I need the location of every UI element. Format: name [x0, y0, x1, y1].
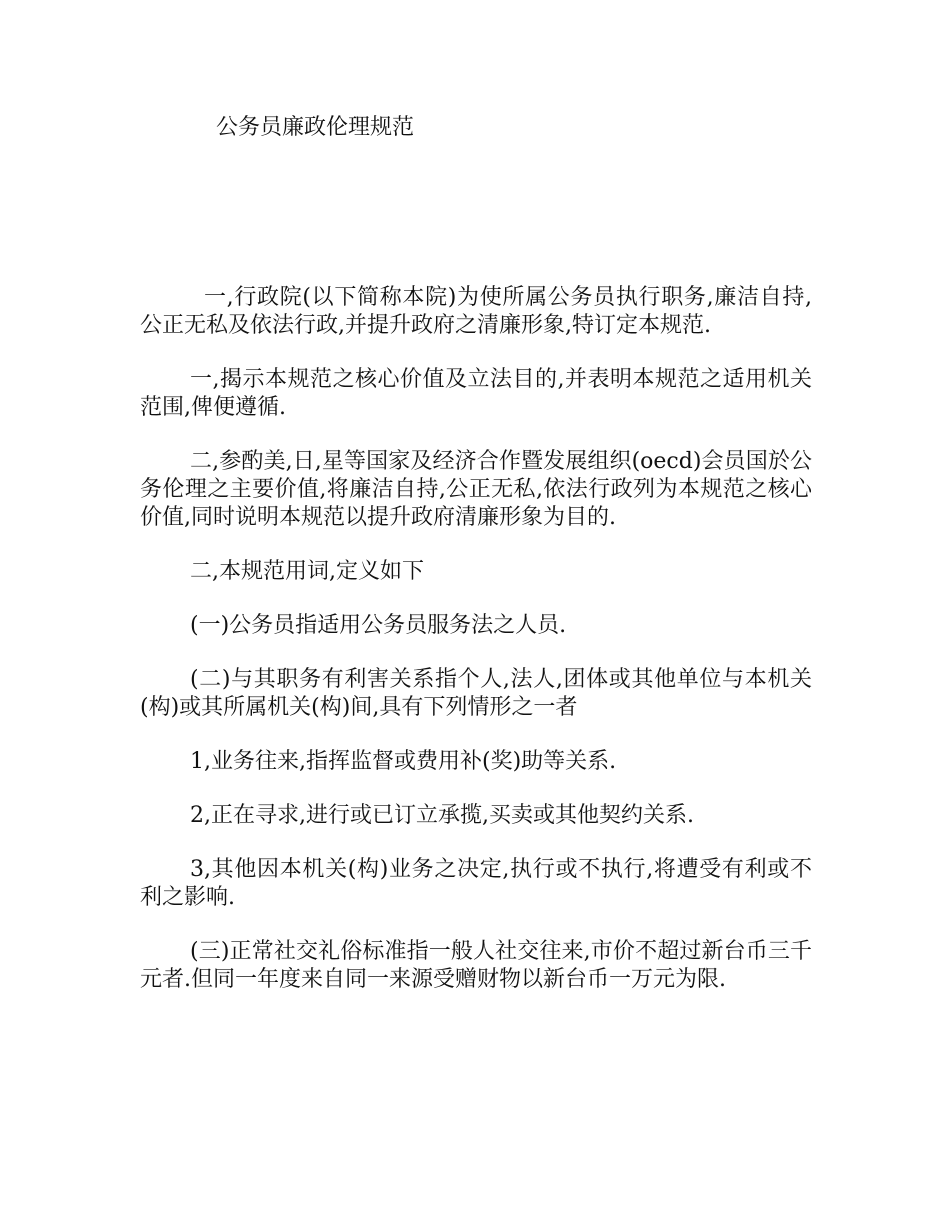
document-body: [140, 284, 812, 1020]
paragraph-2: 一,揭示本规范之核心价值及立法目的,并表明本规范之适用机关范围,俾便遵循.: [140, 367, 812, 420]
paragraph-8: 2,正在寻求,进行或已订立承揽,买卖或其他契约关系.: [190, 803, 694, 828]
paragraph-1: 一,行政院(以下简称本院)为使所属公务员执行职务,廉洁自持,公正无私及依法行政,并提升政府之清廉形象,特订定本规范.: [140, 285, 812, 338]
paragraph-9: 3,其他因本机关(构)业务之决定,执行或不执行,将遭受有利或不利之影响.: [140, 857, 812, 910]
document-title: 公务员廉政伦理规范: [216, 115, 415, 140]
paragraph-3: 二,参酌美,日,星等国家及经济合作暨发展组织(oecd)会员国於公务伦理之主要价值,将廉洁自持,公正无私,依法行政列为本规范之核心价值,同时说明本规范以提升政府清廉形象为目的.: [140, 449, 812, 530]
paragraph-6: (二)与其职务有利害关系指个人,法人,团体或其他单位与本机关(构)或其所属机关(构)间,具有下列情形之一者: [140, 667, 812, 720]
paragraph-7: 1,业务往来,指挥监督或费用补(奖)助等关系.: [190, 749, 617, 774]
paragraph-4: 二,本规范用词,定义如下: [190, 559, 424, 584]
paragraph-10: (三)正常社交礼俗标准指一般人社交往来,市价不超过新台币三千元者.但同一年度来自同一来源受赠财物以新台币一万元为限.: [140, 939, 812, 992]
paragraph-5: (一)公务员指适用公务员服务法之人员.: [190, 613, 567, 638]
